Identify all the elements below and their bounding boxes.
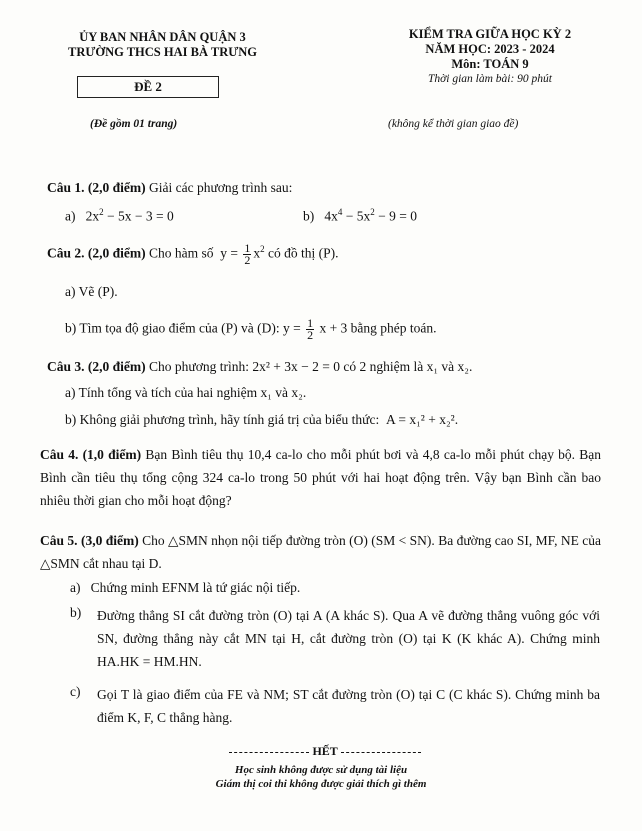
footer-note: Học sinh không được sử dụng tài liệu Giám thị coi thi không được giải thích gì thêm bbox=[215, 764, 427, 790]
school-header bbox=[20, 30, 305, 60]
time-limit: Thời gian làm bài: 90 phút bbox=[427, 73, 553, 85]
question-4-text: Bạn Bình tiêu thụ 10,4 ca-lo cho mỗi phút bơi và 4,8 ca-lo mỗi phút chạy bộ. Bạn Bình cần tiêu thụ tổng cộng 324 ca-lo trong 50 phút với hai hoạt động trên. Vậy bạn Bình cần bao nhiêu thời gian cho mỗi hoạt động? bbox=[40, 447, 601, 508]
page-note: (Đề gồm 01 trang) bbox=[90, 118, 178, 130]
question-1-label: Câu 1. (2,0 điểm) bbox=[47, 180, 146, 195]
question-1b: b) $4x^4 - 5x^2 - 9 = 0$ bbox=[303, 207, 417, 224]
question-4-label: Câu 4. (1,0 điểm) bbox=[40, 447, 142, 462]
question-5a: a) Chứng minh EFNM là tứ giác nội tiếp. bbox=[70, 580, 301, 595]
question-4 bbox=[40, 443, 601, 512]
question-5c: c) Gọi T là giao điểm của FE và NM; ST cắt đường tròn (O) tại C (C khác S). Chứng minh ba điểm K, F, C thẳng hàng. bbox=[70, 684, 600, 725]
question-5-label: Câu 5. (3,0 điểm) bbox=[40, 533, 139, 548]
exam-header bbox=[360, 27, 620, 87]
school-year: NĂM HỌC: 2023 - 2024 bbox=[425, 42, 555, 56]
question-3a: a) Tính tổng và tích của hai nghiệm x₁ và x₂. bbox=[65, 385, 307, 400]
question-2: Câu 2. (2,0 điểm) Cho hàm số y = $\frac{1}{2}$ $x^2$ có đồ thị (P). bbox=[47, 240, 339, 267]
fraction-one-half: $\frac{1}{2}$ bbox=[307, 316, 314, 342]
divider-left bbox=[229, 752, 309, 753]
end-marker: HẾT bbox=[218, 744, 432, 759]
subject: Môn: TOÁN 9 bbox=[451, 57, 529, 71]
question-3b: b) Không giải phương trình, hãy tính giá trị của biểu thức: A = x₁² + x₂². bbox=[65, 412, 459, 427]
question-1a: a) $2x^2 - 5x - 3 = 0$ bbox=[65, 207, 174, 224]
question-3: Câu 3. (2,0 điểm) Cho phương trình: 2x² + 3x − 2 = 0 có 2 nghiệm là x₁ và x₂. bbox=[47, 359, 473, 374]
question-5b: b) Đường thẳng SI cắt đường tròn (O) tại A (A khác S). Qua A vẽ đường thẳng vuông góc với SN, đường thẳng này cắt MN tại H, cắt đường tròn (O) tại K (K khác A). Chứng minh HA.HK = HM.HN. bbox=[70, 605, 600, 669]
question-3-label: Câu 3. (2,0 điểm) bbox=[47, 359, 146, 374]
question-2-label: Câu 2. (2,0 điểm) bbox=[47, 245, 146, 261]
question-2a: a) Vẽ (P). bbox=[65, 284, 118, 299]
divider-right bbox=[341, 752, 421, 753]
question-1 bbox=[47, 179, 292, 197]
district-name: ỦY BAN NHÂN DÂN QUẬN 3 bbox=[79, 30, 246, 44]
time-note: (không kể thời gian giao đề) bbox=[388, 118, 519, 130]
question-5 bbox=[40, 529, 601, 575]
fraction-one-half: $\frac{1}{2}$ bbox=[244, 240, 251, 267]
exam-code-box: ĐỀ 2 bbox=[77, 76, 219, 98]
question-5-text: Cho △SMN nhọn nội tiếp đường tròn (O) (SM < SN). Ba đường cao SI, MF, NE của △SMN cắt nhau tại D. bbox=[40, 533, 601, 571]
question-2b: b) Tìm tọa độ giao điểm của (P) và (D): y = $\frac{1}{2}$ x + 3 bằng phép toán. bbox=[65, 316, 437, 342]
exam-title: KIỂM TRA GIỮA HỌC KỲ 2 bbox=[408, 27, 572, 41]
question-1-text: Giải các phương trình sau: bbox=[149, 180, 293, 195]
school-name: TRƯỜNG THCS HAI BÀ TRƯNG bbox=[68, 45, 257, 59]
